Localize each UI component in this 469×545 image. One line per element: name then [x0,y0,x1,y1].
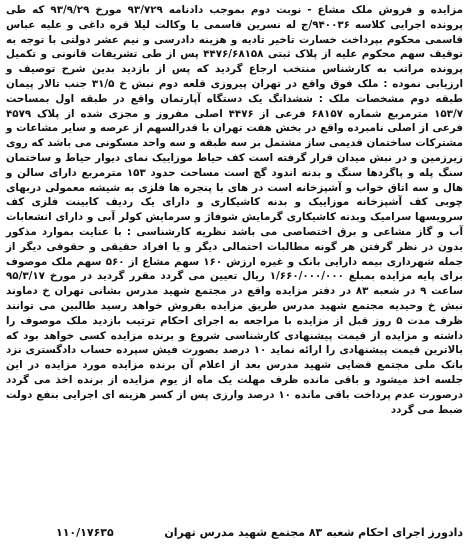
issuer-signature: دادورز اجرای احکام شعبه ۸۳ مجتمع شهید مدرس تهران [164,526,463,539]
notice-footer [6,526,463,539]
notice-body-text: مزایده و فروش ملک مشاع - نوبت دوم بموجب دادنامه ۹۳/۷۲۹ مورخ ۹۳/۹/۲۹ که طی پرونده اجرایی کلاسه ۹۴۰۰۳۶/ج له نسرین قاسمی با وکالت لیلا قره داغی و علیه عباس قاسمی محکوم بپرداخت خسارت تاخیر تادیه و هزینه دادرسی و نیم عشر دولتی با توجه به توقیف سهم محکوم علیه از پلاک ثبتی ۴۴۷۶/۶۸۱۵۸ پس از طی تشریفات قانونی و تکمیل پرونده مراتب به کارشناس منتخب ارجاع گردید که پس از بازدید بدین شرح توصیف و ارزیابی نموده : ملک فوق واقع در تهران پیروزی قلعه دوم نبش خ ۳۱/۵ جنب تالار پیمان طبقه دوم مشخصات ملک : ششدانگ یک دستگاه آپارتمان واقع در طبقه اول بمساحت ۱۵۳/۷ مترمربع شماره ۶۸۱۵۷ فرعی از ۴۴۷۶ اصلی مفروز و مجزی شده از پلاک ۴۵۷۹ فرعی از اصلی نامبرده واقع در بخش هفت تهران با قدرالسهم از عرصه و سایر مشاعات و مشترکات ساختمان قدیمی ساز مشتمل بر سه طبقه و سه واحد مسکونی می باشد که روی زیرزمین و در نبش میدان قرار گرفته است کف حیاط موزاییک نمای دیوار حیاط و ساختمان سنگ پله و پاگردها سنگ و بدنه اندود گچ است مساحت حدود ۱۵۳ مترمربع دارای سالن و هال و سه اتاق خواب و آشپزخانه است در های با پنجره ها فلزی به شیشه معمولی دربهای چوبی کف آشپزخانه موزاییک و بدنه کاشیکاری و دارای یک ردیف کابینت فلزی کف سرویسها سرامیک وبدنه کاشیکاری گرمایش شوفاژ و سرمایش کولر آبی و دارای انشعابات آب و گاز مشاعی و برق اختصاصی می باشد نظریه کارشناسی : با عنایت بموارد مذکور بدون در نظر گرفتن هر گونه مطالبات احتمالی دیگر و یا افراد حقیقی و حقوقی دیگر از جمله شهرداری بیمه دارایی بانک و غیره ارزش ۱۶۰ سهم مشاع از ۵۶۰ سهم ملک موصوف برای پایه مزایده بمبلغ ۱/۶۶۰/۰۰۰/۰۰۰ ریال تعیین می گردد مقرر گردید در مورخ ۹۵/۳/۱۷ ساعت ۹ در شعبه ۸۳ در دفتر مزایده واقع در مجتمع شهید مدرس بشانی تهران خ دماوند نبش خ وحیدیه مجتمع شهید مدرس طریق مزایده بفروش خواهد رسید طالبین می توانند ظرف مدت ۵ روز قبل از مزایده با مراجعه به اجرای احکام ترتیب بازدید ملک موصوف را داشته و مزایده از قیمت پیشنهادی کارشناسی شروع و برنده مزایده کسی خواهد بود که بالاترین قیمت پیشنهادی را ارائه نماید ۱۰ درصد بصورت فیش سپرده حساب دادگستری نزد بانک ملی مجتمع قضایی شهید مدرس بعد از اعلام آن برنده مزایده مورد مزایده در این جلسه اخذ میشود و باقی مانده ظرف مهلت یک ماه از یوم مزایده از برنده اخذ می گردد درصورت عدم پرداخت باقی مانده ۱۰ درصد وارزی پس از کسر هزینه ای اجرایی بنفع دولت ضبط می گردد [6,4,464,416]
reference-number: ۱۱۰/۱۷۶۳۵ [56,526,114,539]
